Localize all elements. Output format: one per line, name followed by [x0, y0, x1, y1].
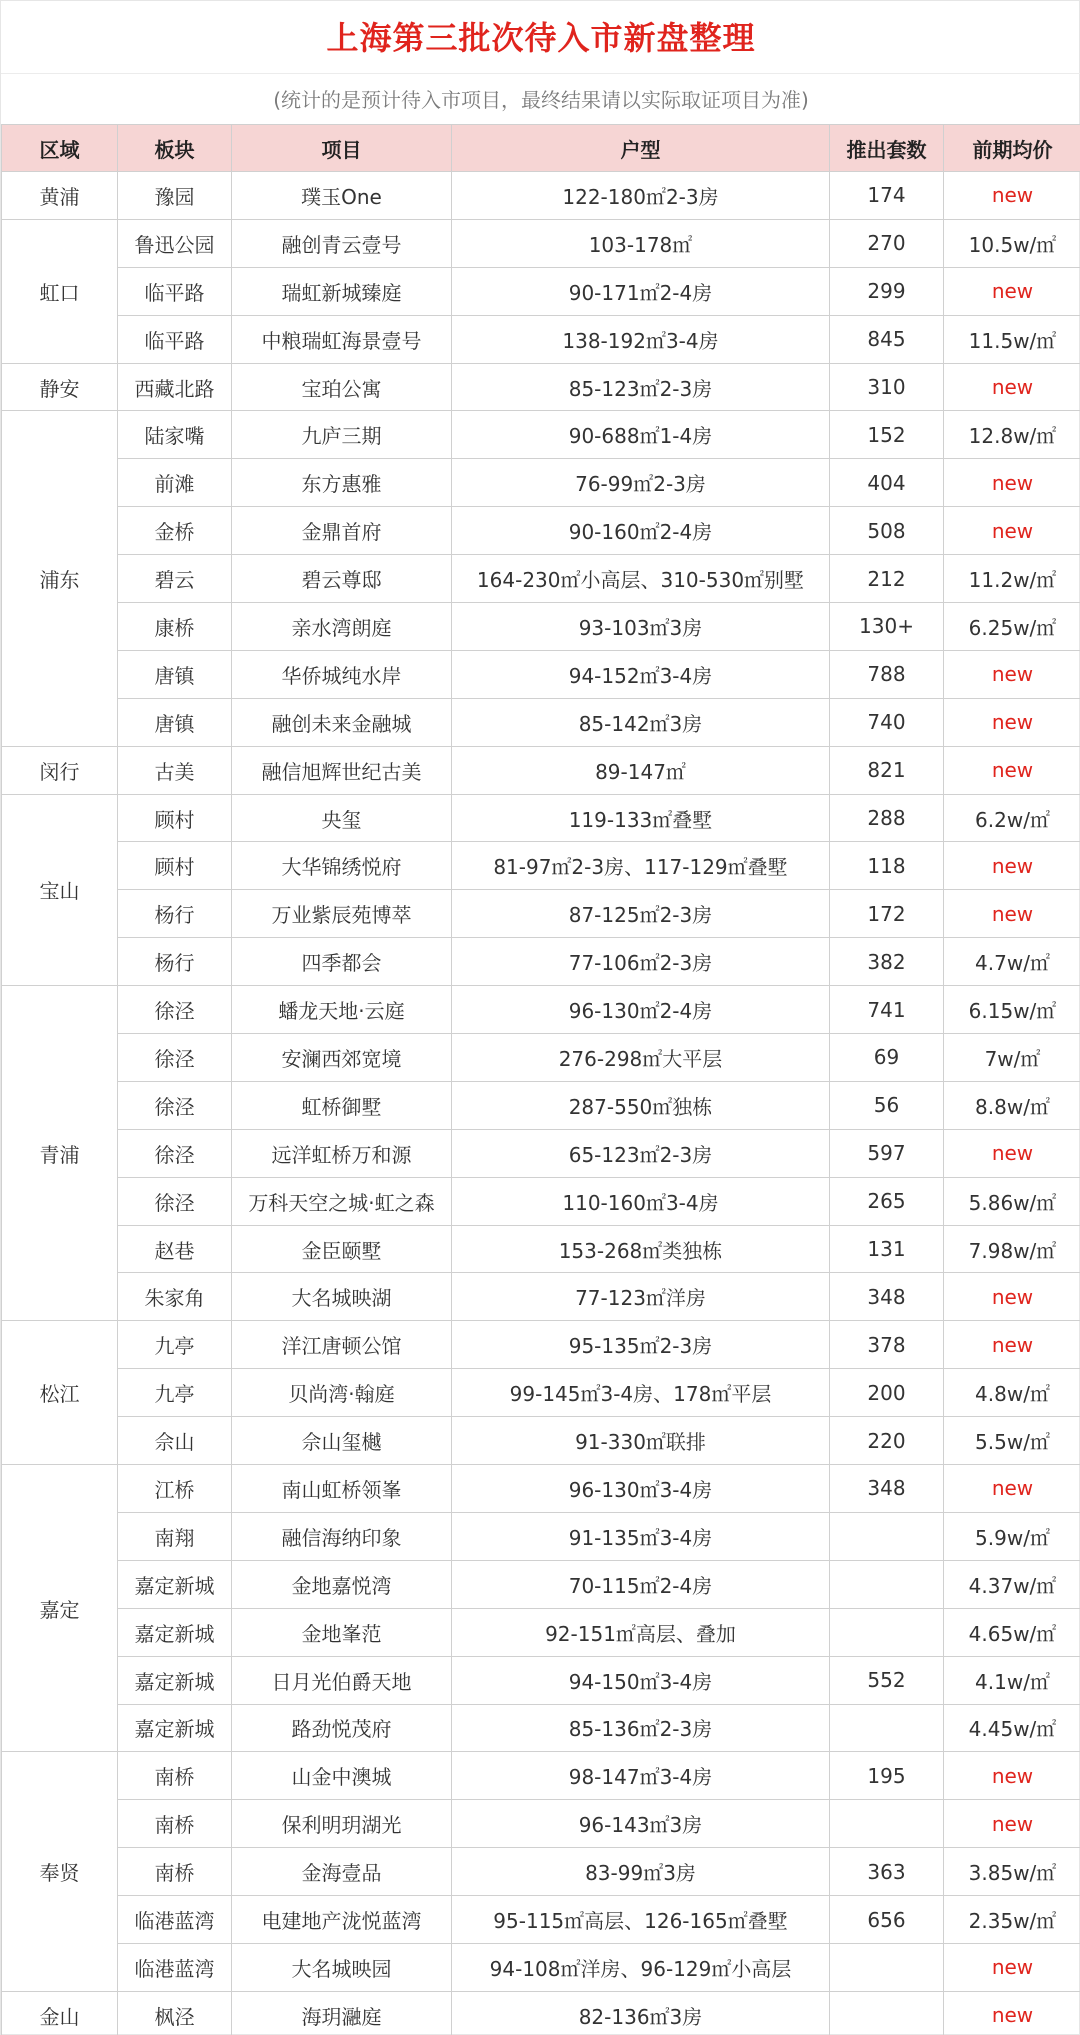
sector-cell: 临港蓝湾 [118, 1943, 232, 1991]
unit-type-cell: 90-160㎡2-4房 [452, 507, 830, 555]
project-cell: 璞玉One [232, 172, 452, 220]
price-cell: new [944, 1943, 1080, 1991]
price-cell: new [944, 267, 1080, 315]
units-cell: 552 [830, 1656, 944, 1704]
project-cell: 贝尚湾·翰庭 [232, 1369, 452, 1417]
table-row [2, 1034, 1080, 1082]
units-cell: 174 [830, 172, 944, 220]
sector-cell: 碧云 [118, 555, 232, 603]
unit-type-cell: 81-97㎡2-3房、117-129㎡叠墅 [452, 842, 830, 890]
sector-cell: 临平路 [118, 267, 232, 315]
table-row [2, 555, 1080, 603]
price-cell: 7w/㎡ [944, 1034, 1080, 1082]
table-row [2, 363, 1080, 411]
table-row [2, 459, 1080, 507]
units-cell: 299 [830, 267, 944, 315]
project-cell: 万业紫辰苑博萃 [232, 890, 452, 938]
sector-cell: 徐泾 [118, 1034, 232, 1082]
district-cell: 闵行 [2, 746, 118, 794]
units-cell [830, 1943, 944, 1991]
table-row [2, 986, 1080, 1034]
price-cell: new [944, 1991, 1080, 2035]
units-cell: 597 [830, 1129, 944, 1177]
table-row [2, 1321, 1080, 1369]
unit-type-cell: 87-125㎡2-3房 [452, 890, 830, 938]
table-row [2, 794, 1080, 842]
table-row [2, 1369, 1080, 1417]
unit-type-cell: 83-99㎡3房 [452, 1848, 830, 1896]
units-cell: 118 [830, 842, 944, 890]
price-cell: 2.35w/㎡ [944, 1896, 1080, 1944]
units-cell: 821 [830, 746, 944, 794]
listings-table [1, 124, 1080, 2035]
units-cell: 348 [830, 1465, 944, 1513]
column-header-district: 区域 [2, 125, 118, 172]
unit-type-cell: 122-180㎡2-3房 [452, 172, 830, 220]
price-cell: new [944, 507, 1080, 555]
table-row [2, 746, 1080, 794]
table-row [2, 267, 1080, 315]
project-cell: 日月光伯爵天地 [232, 1656, 452, 1704]
table-row [2, 1656, 1080, 1704]
project-cell: 九庐三期 [232, 411, 452, 459]
price-cell: new [944, 172, 1080, 220]
project-cell: 四季都会 [232, 938, 452, 986]
table-row [2, 1896, 1080, 1944]
district-cell: 虹口 [2, 219, 118, 363]
sector-cell: 徐泾 [118, 1129, 232, 1177]
units-cell: 270 [830, 219, 944, 267]
unit-type-cell: 98-147㎡3-4房 [452, 1752, 830, 1800]
table-row [2, 172, 1080, 220]
unit-type-cell: 93-103㎡3房 [452, 603, 830, 651]
table-row [2, 1560, 1080, 1608]
units-cell: 265 [830, 1177, 944, 1225]
price-cell: 4.7w/㎡ [944, 938, 1080, 986]
unit-type-cell: 94-108㎡洋房、96-129㎡小高层 [452, 1943, 830, 1991]
units-cell: 131 [830, 1225, 944, 1273]
sector-cell: 临港蓝湾 [118, 1896, 232, 1944]
unit-type-cell: 82-136㎡3房 [452, 1991, 830, 2035]
unit-type-cell: 85-142㎡3房 [452, 698, 830, 746]
sector-cell: 枫泾 [118, 1991, 232, 2035]
sector-cell: 南桥 [118, 1752, 232, 1800]
project-cell: 金鼎首府 [232, 507, 452, 555]
district-cell: 宝山 [2, 794, 118, 986]
table-row [2, 603, 1080, 651]
unit-type-cell: 77-123㎡洋房 [452, 1273, 830, 1321]
sector-cell: 九亭 [118, 1369, 232, 1417]
units-cell: 56 [830, 1081, 944, 1129]
units-cell: 740 [830, 698, 944, 746]
project-cell: 华侨城纯水岸 [232, 650, 452, 698]
unit-type-cell: 65-123㎡2-3房 [452, 1129, 830, 1177]
project-cell: 佘山玺樾 [232, 1417, 452, 1465]
sector-cell: 徐泾 [118, 1081, 232, 1129]
district-cell: 松江 [2, 1321, 118, 1465]
table-row [2, 1417, 1080, 1465]
table-row [2, 890, 1080, 938]
price-cell: new [944, 842, 1080, 890]
table-row [2, 1465, 1080, 1513]
sector-cell: 徐泾 [118, 986, 232, 1034]
project-cell: 融信旭辉世纪古美 [232, 746, 452, 794]
unit-type-cell: 110-160㎡3-4房 [452, 1177, 830, 1225]
project-cell: 金臣颐墅 [232, 1225, 452, 1273]
page-subtitle: (统计的是预计待入市项目，最终结果请以实际取证项目为准) [273, 87, 809, 112]
sector-cell: 南桥 [118, 1848, 232, 1896]
table-row [2, 650, 1080, 698]
project-cell: 金地嘉悦湾 [232, 1560, 452, 1608]
table-row [2, 1129, 1080, 1177]
project-cell: 洋江唐顿公馆 [232, 1321, 452, 1369]
price-cell: new [944, 1273, 1080, 1321]
sector-cell: 临平路 [118, 315, 232, 363]
price-cell: new [944, 698, 1080, 746]
units-cell [830, 1512, 944, 1560]
sector-cell: 江桥 [118, 1465, 232, 1513]
units-cell: 382 [830, 938, 944, 986]
sector-cell: 嘉定新城 [118, 1704, 232, 1752]
price-cell: 5.9w/㎡ [944, 1512, 1080, 1560]
sector-cell: 顾村 [118, 842, 232, 890]
unit-type-cell: 76-99㎡2-3房 [452, 459, 830, 507]
price-cell: 10.5w/㎡ [944, 219, 1080, 267]
unit-type-cell: 92-151㎡高层、叠加 [452, 1608, 830, 1656]
project-cell: 碧云尊邸 [232, 555, 452, 603]
price-cell: 7.98w/㎡ [944, 1225, 1080, 1273]
table-header [2, 125, 1080, 172]
units-cell: 404 [830, 459, 944, 507]
units-cell [830, 1991, 944, 2035]
unit-type-cell: 95-115㎡高层、126-165㎡叠墅 [452, 1896, 830, 1944]
project-cell: 大华锦绣悦府 [232, 842, 452, 890]
table-row [2, 1225, 1080, 1273]
unit-type-cell: 103-178㎡ [452, 219, 830, 267]
district-cell: 青浦 [2, 986, 118, 1321]
price-cell: new [944, 890, 1080, 938]
project-cell: 远洋虹桥万和源 [232, 1129, 452, 1177]
sector-cell: 豫园 [118, 172, 232, 220]
sector-cell: 前滩 [118, 459, 232, 507]
project-cell: 大名城映湖 [232, 1273, 452, 1321]
sector-cell: 杨行 [118, 938, 232, 986]
sector-cell: 嘉定新城 [118, 1608, 232, 1656]
sector-cell: 赵巷 [118, 1225, 232, 1273]
district-cell: 浦东 [2, 411, 118, 746]
price-cell: 5.5w/㎡ [944, 1417, 1080, 1465]
sector-cell: 朱家角 [118, 1273, 232, 1321]
sector-cell: 杨行 [118, 890, 232, 938]
sector-cell: 徐泾 [118, 1177, 232, 1225]
units-cell: 220 [830, 1417, 944, 1465]
column-header-sector: 板块 [118, 125, 232, 172]
price-cell: 4.65w/㎡ [944, 1608, 1080, 1656]
units-cell: 130+ [830, 603, 944, 651]
unit-type-cell: 90-688㎡1-4房 [452, 411, 830, 459]
project-cell: 蟠龙天地·云庭 [232, 986, 452, 1034]
price-cell: 11.5w/㎡ [944, 315, 1080, 363]
unit-type-cell: 287-550㎡独栋 [452, 1081, 830, 1129]
units-cell [830, 1704, 944, 1752]
sector-cell: 古美 [118, 746, 232, 794]
column-header-price: 前期均价 [944, 125, 1080, 172]
sector-cell: 嘉定新城 [118, 1656, 232, 1704]
unit-type-cell: 119-133㎡叠墅 [452, 794, 830, 842]
price-cell: 4.8w/㎡ [944, 1369, 1080, 1417]
project-cell: 金海壹品 [232, 1848, 452, 1896]
units-cell: 363 [830, 1848, 944, 1896]
project-cell: 融创青云壹号 [232, 219, 452, 267]
unit-type-cell: 94-150㎡3-4房 [452, 1656, 830, 1704]
project-cell: 瑞虹新城臻庭 [232, 267, 452, 315]
price-cell: 6.25w/㎡ [944, 603, 1080, 651]
column-header-project: 项目 [232, 125, 452, 172]
column-header-unit-type: 户型 [452, 125, 830, 172]
price-cell: new [944, 650, 1080, 698]
project-cell: 安澜西郊宽境 [232, 1034, 452, 1082]
unit-type-cell: 95-135㎡2-3房 [452, 1321, 830, 1369]
units-cell: 195 [830, 1752, 944, 1800]
sector-cell: 西藏北路 [118, 363, 232, 411]
unit-type-cell: 96-130㎡2-4房 [452, 986, 830, 1034]
table-row [2, 411, 1080, 459]
unit-type-cell: 276-298㎡大平层 [452, 1034, 830, 1082]
price-cell: 6.2w/㎡ [944, 794, 1080, 842]
project-cell: 山金中澳城 [232, 1752, 452, 1800]
project-cell: 电建地产泷悦蓝湾 [232, 1896, 452, 1944]
district-cell: 嘉定 [2, 1465, 118, 1752]
unit-type-cell: 153-268㎡类独栋 [452, 1225, 830, 1273]
price-cell: new [944, 459, 1080, 507]
units-cell: 508 [830, 507, 944, 555]
table-row [2, 698, 1080, 746]
price-cell: new [944, 1800, 1080, 1848]
table-row [2, 315, 1080, 363]
table-row [2, 1752, 1080, 1800]
price-cell: 6.15w/㎡ [944, 986, 1080, 1034]
units-cell: 212 [830, 555, 944, 603]
price-cell: 12.8w/㎡ [944, 411, 1080, 459]
units-cell: 288 [830, 794, 944, 842]
price-cell: new [944, 1465, 1080, 1513]
units-cell: 348 [830, 1273, 944, 1321]
unit-type-cell: 138-192㎡3-4房 [452, 315, 830, 363]
units-cell: 741 [830, 986, 944, 1034]
sector-cell: 鲁迅公园 [118, 219, 232, 267]
table-row [2, 1081, 1080, 1129]
price-cell: 5.86w/㎡ [944, 1177, 1080, 1225]
sector-cell: 嘉定新城 [118, 1560, 232, 1608]
project-cell: 东方惠雅 [232, 459, 452, 507]
district-cell: 金山 [2, 1991, 118, 2035]
units-cell: 152 [830, 411, 944, 459]
units-cell: 310 [830, 363, 944, 411]
district-cell: 奉贤 [2, 1752, 118, 1991]
table-row [2, 1848, 1080, 1896]
price-cell: 4.45w/㎡ [944, 1704, 1080, 1752]
unit-type-cell: 96-143㎡3房 [452, 1800, 830, 1848]
table-row [2, 1800, 1080, 1848]
table-row [2, 507, 1080, 555]
unit-type-cell: 164-230㎡小高层、310-530㎡别墅 [452, 555, 830, 603]
unit-type-cell: 91-135㎡3-4房 [452, 1512, 830, 1560]
price-cell: new [944, 746, 1080, 794]
price-cell: 8.8w/㎡ [944, 1081, 1080, 1129]
project-cell: 亲水湾朗庭 [232, 603, 452, 651]
unit-type-cell: 89-147㎡ [452, 746, 830, 794]
project-cell: 央玺 [232, 794, 452, 842]
price-cell: 4.37w/㎡ [944, 1560, 1080, 1608]
table-row [2, 1704, 1080, 1752]
header-row [2, 125, 1080, 172]
unit-type-cell: 94-152㎡3-4房 [452, 650, 830, 698]
units-cell: 656 [830, 1896, 944, 1944]
project-cell: 万科天空之城·虹之森 [232, 1177, 452, 1225]
table-row [2, 1991, 1080, 2035]
units-cell: 378 [830, 1321, 944, 1369]
project-cell: 保利明玥湖光 [232, 1800, 452, 1848]
project-cell: 路劲悦茂府 [232, 1704, 452, 1752]
project-cell: 中粮瑞虹海景壹号 [232, 315, 452, 363]
project-cell: 金地峯范 [232, 1608, 452, 1656]
table-row [2, 1273, 1080, 1321]
units-cell [830, 1800, 944, 1848]
units-cell: 845 [830, 315, 944, 363]
sector-cell: 金桥 [118, 507, 232, 555]
column-header-units: 推出套数 [830, 125, 944, 172]
district-cell: 黄浦 [2, 172, 118, 220]
table-row [2, 1608, 1080, 1656]
sector-cell: 佘山 [118, 1417, 232, 1465]
sector-cell: 陆家嘴 [118, 411, 232, 459]
project-cell: 融信海纳印象 [232, 1512, 452, 1560]
unit-type-cell: 90-171㎡2-4房 [452, 267, 830, 315]
table-row [2, 842, 1080, 890]
district-cell: 静安 [2, 363, 118, 411]
units-cell [830, 1560, 944, 1608]
table-body [2, 172, 1080, 2035]
project-cell: 融创未来金融城 [232, 698, 452, 746]
table-row [2, 1177, 1080, 1225]
sector-cell: 康桥 [118, 603, 232, 651]
table-row [2, 1943, 1080, 1991]
sector-cell: 顾村 [118, 794, 232, 842]
units-cell: 200 [830, 1369, 944, 1417]
unit-type-cell: 77-106㎡2-3房 [452, 938, 830, 986]
sector-cell: 唐镇 [118, 698, 232, 746]
units-cell: 788 [830, 650, 944, 698]
sector-cell: 唐镇 [118, 650, 232, 698]
unit-type-cell: 70-115㎡2-4房 [452, 1560, 830, 1608]
page-title: 上海第三批次待入市新盘整理 [326, 19, 756, 57]
unit-type-cell: 85-136㎡2-3房 [452, 1704, 830, 1752]
project-cell: 海玥瀜庭 [232, 1991, 452, 2035]
table-row [2, 938, 1080, 986]
units-cell: 172 [830, 890, 944, 938]
price-cell: new [944, 1129, 1080, 1177]
table-row [2, 219, 1080, 267]
unit-type-cell: 96-130㎡3-4房 [452, 1465, 830, 1513]
unit-type-cell: 99-145㎡3-4房、178㎡平层 [452, 1369, 830, 1417]
sector-cell: 南翔 [118, 1512, 232, 1560]
sector-cell: 南桥 [118, 1800, 232, 1848]
unit-type-cell: 85-123㎡2-3房 [452, 363, 830, 411]
units-cell: 69 [830, 1034, 944, 1082]
sector-cell: 九亭 [118, 1321, 232, 1369]
project-cell: 南山虹桥领峯 [232, 1465, 452, 1513]
unit-type-cell: 91-330㎡联排 [452, 1417, 830, 1465]
price-cell: new [944, 1321, 1080, 1369]
project-cell: 大名城映园 [232, 1943, 452, 1991]
price-cell: new [944, 363, 1080, 411]
price-cell: 4.1w/㎡ [944, 1656, 1080, 1704]
project-cell: 虹桥御墅 [232, 1081, 452, 1129]
price-cell: 3.85w/㎡ [944, 1848, 1080, 1896]
price-cell: 11.2w/㎡ [944, 555, 1080, 603]
project-cell: 宝珀公寓 [232, 363, 452, 411]
price-cell: new [944, 1752, 1080, 1800]
units-cell [830, 1608, 944, 1656]
table-row [2, 1512, 1080, 1560]
